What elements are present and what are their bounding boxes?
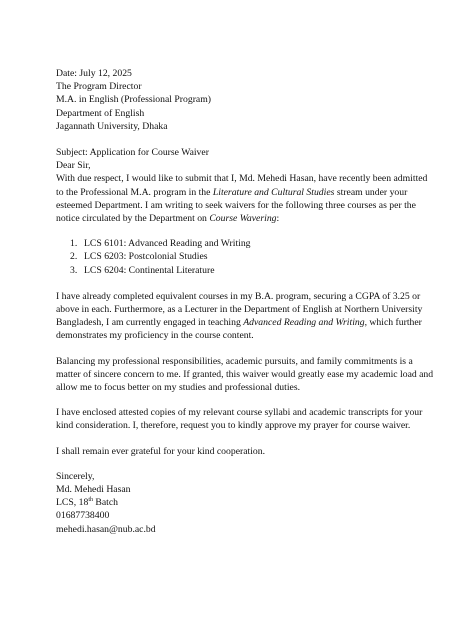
text-run: notice circulated by the Department on xyxy=(56,213,210,225)
recipient-line: Jagannath University, Dhaka xyxy=(56,120,168,132)
text-line xyxy=(56,186,422,199)
course-text: LCS 6204: Continental Literature xyxy=(84,264,215,276)
closing-word: Sincerely, xyxy=(56,470,95,482)
course-list xyxy=(56,237,422,277)
salutation: Dear Sir, xyxy=(56,160,91,172)
notice-name: Course Wavering xyxy=(209,213,277,225)
letter-subject: Subject: Application for Course Waiver xyxy=(56,147,209,159)
list-item xyxy=(56,237,422,250)
course-text: LCS 6203: Postcolonial Studies xyxy=(84,251,208,263)
paragraph-gratitude: I shall remain ever grateful for your kind cooperation. xyxy=(56,445,266,457)
text-run: Bangladesh, I am currently engaged in teaching xyxy=(56,317,244,329)
paragraph-concerns xyxy=(56,355,434,395)
paragraph-enclosures xyxy=(56,406,422,432)
list-number: 2. xyxy=(70,251,78,263)
letter-date: Date: July 12, 2025 xyxy=(56,68,132,79)
text-run: Batch xyxy=(92,497,119,509)
sender-batch xyxy=(56,496,422,509)
text-run: to the Professional M.A. program in the xyxy=(56,186,213,198)
text-line: I have already completed equivalent courses in my B.A. program, securing a CGPA of 3.25 or xyxy=(56,290,421,302)
course-text: LCS 6101: Advanced Reading and Writing xyxy=(84,238,251,250)
sender-phone: 01687738400 xyxy=(56,510,110,522)
text-run: stream under your xyxy=(334,186,408,198)
signature-block xyxy=(56,470,422,536)
text-line xyxy=(56,316,422,329)
recipient-line: The Program Director xyxy=(56,81,142,93)
list-number: 1. xyxy=(70,238,78,250)
recipient-line: Department of English xyxy=(56,107,145,119)
text-line: I have enclosed attested copies of my relevant course syllabi and academic transcripts for your xyxy=(56,407,423,419)
course-title: Advanced Reading and Writing xyxy=(243,317,365,329)
stream-name: Literature and Cultural Studies xyxy=(212,186,335,198)
text-run: : xyxy=(276,213,280,225)
list-item xyxy=(56,250,422,263)
sender-email: mehedi.hasan@nub.ac.bd xyxy=(56,523,156,535)
text-line: demonstrates my proficiency in the course content. xyxy=(56,330,254,342)
list-number: 3. xyxy=(70,264,78,276)
paragraph-qualifications xyxy=(56,290,422,343)
text-line: With due respect, I would like to submit that I, Md. Mehedi Hasan, have recently been admitted xyxy=(56,173,428,185)
letter-body xyxy=(56,67,434,536)
text-run: LCS, 18 xyxy=(56,497,89,509)
paragraph-introduction xyxy=(56,172,428,225)
sender-name: Md. Mehedi Hasan xyxy=(56,484,131,496)
recipient-line: M.A. in English (Professional Program) xyxy=(56,94,211,106)
text-line: matter of sincere concern to me. If granted, this waiver would greatly ease my academic load and xyxy=(56,368,434,380)
list-item xyxy=(56,264,422,277)
ordinal-suffix: th xyxy=(88,497,93,504)
text-line: kind consideration. I, therefore, request you to kindly approve my prayer for course waiver. xyxy=(56,420,411,432)
recipient-address xyxy=(56,80,422,133)
text-line: allow me to focus better on my studies and professional duties. xyxy=(56,382,301,394)
text-line: Balancing my professional responsibilities, academic pursuits, and family commitments is a xyxy=(56,355,413,367)
text-line xyxy=(56,212,422,225)
text-run: , which further xyxy=(364,317,422,329)
text-line: above in each. Furthermore, as a Lecturer in the Department of English at Northern University xyxy=(56,304,423,316)
text-line: esteemed Department. I am writing to seek waivers for the following three courses as per the xyxy=(56,199,416,211)
